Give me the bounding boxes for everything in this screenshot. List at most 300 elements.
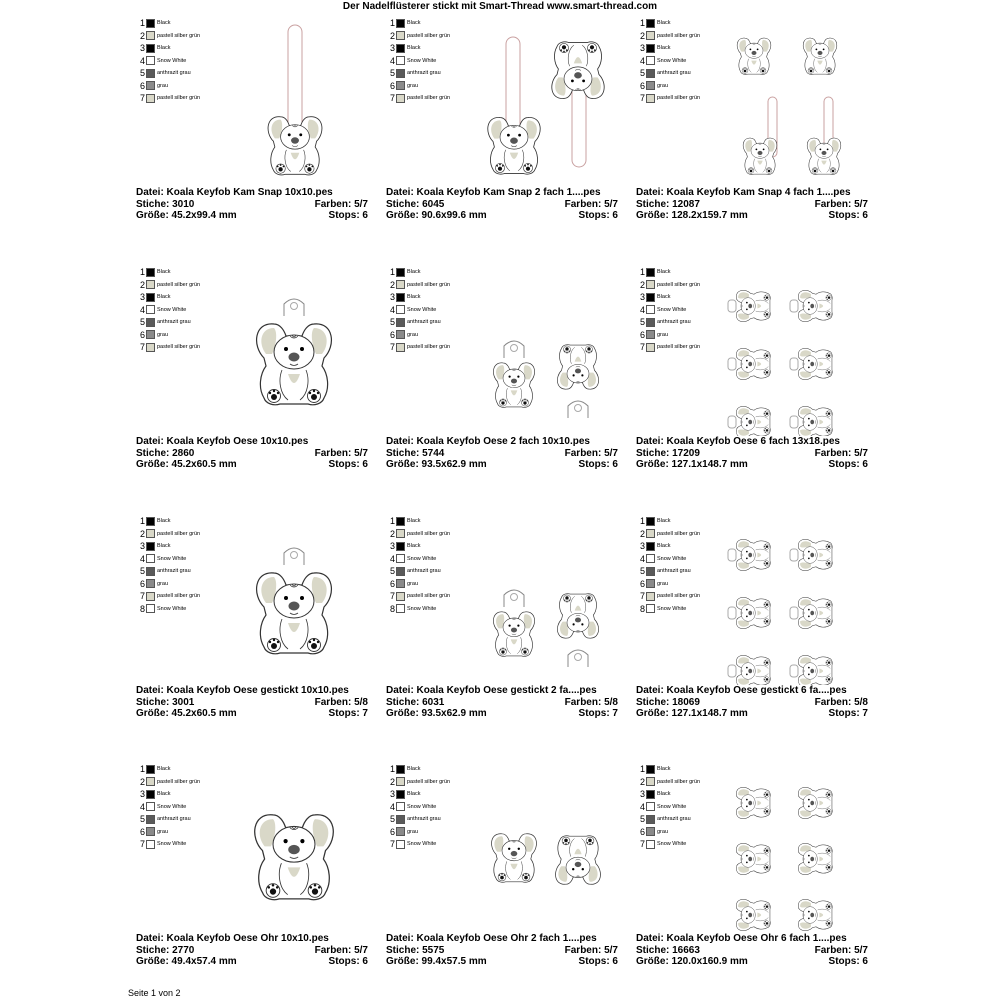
color-swatch <box>396 604 405 613</box>
thread-number: 3 <box>639 292 645 303</box>
color-swatch <box>646 542 655 551</box>
stitch-count: Stiche: 12087 <box>636 198 700 210</box>
design-size: Größe: 93.5x62.9 mm <box>386 459 487 470</box>
thread-legend-row <box>386 603 466 616</box>
thread-number: 4 <box>139 553 145 564</box>
design-info <box>636 933 868 968</box>
thread-legend-row <box>136 603 216 616</box>
stop-count: Stops: 6 <box>578 956 618 967</box>
thread-name: Black <box>407 20 421 27</box>
thread-number: 7 <box>139 839 145 850</box>
thread-name: pastell silber grün <box>657 281 701 288</box>
thread-legend <box>136 763 216 851</box>
thread-legend-row <box>136 304 216 317</box>
color-swatch <box>646 802 655 811</box>
color-swatch <box>146 94 155 103</box>
thread-legend-row <box>386 67 466 80</box>
thread-name: Black <box>657 543 671 550</box>
file-name: Datei: Koala Keyfob Oese 2 fach 10x10.pes <box>386 436 590 447</box>
stop-count: Stops: 6 <box>328 210 368 221</box>
thread-legend-row <box>136 515 216 528</box>
thread-number: 4 <box>389 553 395 564</box>
color-swatch <box>146 318 155 327</box>
thread-legend-row <box>636 553 716 566</box>
thread-number: 5 <box>639 68 645 79</box>
color-swatch <box>396 44 405 53</box>
thread-legend-row <box>636 838 716 851</box>
thread-number: 1 <box>389 516 395 527</box>
thread-legend-row <box>636 515 716 528</box>
thread-number: 2 <box>139 279 145 290</box>
design-card <box>636 763 868 978</box>
thread-name: Black <box>657 269 671 276</box>
thread-number: 2 <box>389 776 395 787</box>
design-info <box>386 933 618 968</box>
thread-number: 6 <box>639 578 645 589</box>
color-swatch <box>646 94 655 103</box>
thread-number: 6 <box>389 329 395 340</box>
thread-number: 1 <box>639 764 645 775</box>
thread-name: pastell silber grün <box>157 281 201 288</box>
thread-legend-row <box>136 528 216 541</box>
color-swatch <box>396 554 405 563</box>
thread-name: pastell silber grün <box>157 95 201 102</box>
thread-legend <box>386 17 466 105</box>
color-swatch <box>146 31 155 40</box>
color-swatch <box>396 293 405 302</box>
color-swatch <box>396 777 405 786</box>
thread-number: 7 <box>639 839 645 850</box>
color-swatch <box>146 840 155 849</box>
color-swatch <box>646 19 655 28</box>
stitch-count: Stiche: 18069 <box>636 696 700 708</box>
thread-name: Black <box>657 294 671 301</box>
thread-number: 8 <box>389 603 395 614</box>
design-card <box>636 17 868 232</box>
color-swatch <box>146 777 155 786</box>
design-size: Größe: 128.2x159.7 mm <box>636 210 748 221</box>
thread-name: anthrazit grau <box>407 319 441 326</box>
color-swatch <box>396 19 405 28</box>
thread-number: 3 <box>639 541 645 552</box>
thread-legend-row <box>136 578 216 591</box>
thread-legend-row <box>136 838 216 851</box>
embroidery-preview <box>216 515 368 700</box>
color-swatch <box>146 802 155 811</box>
thread-number: 5 <box>139 814 145 825</box>
thread-name: grau <box>407 828 419 835</box>
thread-number: 3 <box>389 43 395 54</box>
color-count: Farben: 5/7 <box>564 447 618 459</box>
thread-name: pastell silber grün <box>407 95 451 102</box>
thread-legend-row <box>386 590 466 603</box>
thread-name: Snow White <box>157 57 187 64</box>
color-swatch <box>396 318 405 327</box>
thread-name: pastell silber grün <box>407 530 451 537</box>
thread-number: 4 <box>139 801 145 812</box>
color-swatch <box>396 567 405 576</box>
stop-count: Stops: 6 <box>328 459 368 470</box>
embroidery-preview <box>716 17 868 202</box>
thread-number: 3 <box>389 789 395 800</box>
thread-name: pastell silber grün <box>407 281 451 288</box>
thread-name: anthrazit grau <box>407 70 441 77</box>
thread-number: 1 <box>639 267 645 278</box>
color-swatch <box>396 765 405 774</box>
color-swatch <box>646 765 655 774</box>
thread-name: Snow White <box>657 605 687 612</box>
thread-number: 4 <box>639 304 645 315</box>
thread-number: 1 <box>139 267 145 278</box>
thread-number: 4 <box>639 801 645 812</box>
embroidery-preview <box>216 266 368 451</box>
thread-name: pastell silber grün <box>157 593 201 600</box>
color-swatch <box>146 330 155 339</box>
thread-number: 4 <box>389 55 395 66</box>
color-count: Farben: 5/7 <box>564 198 618 210</box>
thread-legend-row <box>636 17 716 30</box>
design-size: Größe: 120.0x160.9 mm <box>636 956 748 967</box>
thread-name: pastell silber grün <box>407 344 451 351</box>
thread-number: 4 <box>639 553 645 564</box>
thread-legend <box>636 763 716 851</box>
design-size: Größe: 127.1x148.7 mm <box>636 708 748 719</box>
thread-legend-row <box>636 565 716 578</box>
thread-legend-row <box>386 801 466 814</box>
thread-legend-row <box>136 341 216 354</box>
thread-number: 7 <box>639 93 645 104</box>
thread-name: Snow White <box>657 841 687 848</box>
design-size: Größe: 90.6x99.6 mm <box>386 210 487 221</box>
color-swatch <box>396 840 405 849</box>
thread-number: 3 <box>139 292 145 303</box>
thread-number: 3 <box>139 541 145 552</box>
thread-name: Black <box>157 20 171 27</box>
embroidery-preview <box>216 763 368 948</box>
thread-number: 1 <box>639 516 645 527</box>
thread-number: 7 <box>389 93 395 104</box>
thread-number: 7 <box>389 591 395 602</box>
file-name: Datei: Koala Keyfob Oese Ohr 2 fach 1....pes <box>386 933 597 944</box>
thread-name: Snow White <box>407 841 437 848</box>
thread-legend <box>136 515 216 615</box>
thread-legend-row <box>636 341 716 354</box>
thread-name: pastell silber grün <box>157 344 201 351</box>
thread-legend-row <box>136 801 216 814</box>
color-swatch <box>396 579 405 588</box>
thread-name: grau <box>157 828 169 835</box>
stop-count: Stops: 7 <box>828 708 868 719</box>
embroidery-preview <box>466 763 618 948</box>
thread-name: pastell silber grün <box>657 778 701 785</box>
color-count: Farben: 5/7 <box>814 198 868 210</box>
thread-number: 4 <box>389 801 395 812</box>
thread-name: Black <box>407 543 421 550</box>
thread-name: Black <box>407 45 421 52</box>
thread-number: 1 <box>639 18 645 29</box>
thread-number: 5 <box>139 68 145 79</box>
thread-legend-row <box>636 540 716 553</box>
thread-name: Snow White <box>657 57 687 64</box>
thread-number: 1 <box>389 267 395 278</box>
thread-legend-row <box>386 826 466 839</box>
design-size: Größe: 93.5x62.9 mm <box>386 708 487 719</box>
color-swatch <box>646 592 655 601</box>
color-swatch <box>646 44 655 53</box>
thread-number: 3 <box>139 789 145 800</box>
thread-name: Snow White <box>157 555 187 562</box>
color-swatch <box>146 293 155 302</box>
color-swatch <box>396 31 405 40</box>
thread-legend-row <box>636 528 716 541</box>
color-swatch <box>396 542 405 551</box>
color-swatch <box>146 827 155 836</box>
thread-legend-row <box>386 515 466 528</box>
thread-number: 2 <box>389 30 395 41</box>
thread-legend-row <box>386 80 466 93</box>
thread-legend-row <box>636 30 716 43</box>
thread-name: pastell silber grün <box>657 593 701 600</box>
thread-legend-row <box>136 553 216 566</box>
design-card <box>386 515 618 730</box>
thread-name: pastell silber grün <box>657 95 701 102</box>
thread-name: grau <box>157 331 169 338</box>
thread-name: Snow White <box>657 555 687 562</box>
color-swatch <box>646 529 655 538</box>
thread-legend-row <box>636 788 716 801</box>
thread-number: 6 <box>639 80 645 91</box>
design-info <box>136 933 368 968</box>
color-swatch <box>646 318 655 327</box>
thread-name: anthrazit grau <box>657 568 691 575</box>
thread-legend-row <box>636 801 716 814</box>
thread-number: 4 <box>639 55 645 66</box>
design-info <box>636 685 868 720</box>
thread-legend-row <box>136 279 216 292</box>
thread-legend-row <box>386 329 466 342</box>
thread-name: anthrazit grau <box>657 70 691 77</box>
thread-number: 2 <box>639 30 645 41</box>
thread-name: Black <box>657 791 671 798</box>
thread-number: 5 <box>139 317 145 328</box>
file-name: Datei: Koala Keyfob Oese gestickt 2 fa....pes <box>386 685 597 696</box>
stop-count: Stops: 6 <box>828 459 868 470</box>
thread-number: 5 <box>389 814 395 825</box>
thread-name: Black <box>157 791 171 798</box>
color-swatch <box>646 343 655 352</box>
file-name: Datei: Koala Keyfob Oese 6 fach 13x18.pes <box>636 436 840 447</box>
thread-name: anthrazit grau <box>407 816 441 823</box>
color-swatch <box>146 19 155 28</box>
thread-name: Black <box>157 269 171 276</box>
thread-name: Black <box>657 45 671 52</box>
thread-legend-row <box>636 42 716 55</box>
color-swatch <box>396 56 405 65</box>
thread-legend-row <box>636 329 716 342</box>
embroidery-preview <box>716 266 868 451</box>
color-swatch <box>146 268 155 277</box>
thread-name: Black <box>407 518 421 525</box>
thread-name: grau <box>407 580 419 587</box>
design-card <box>386 763 618 978</box>
thread-name: Snow White <box>407 57 437 64</box>
color-count: Farben: 5/8 <box>314 696 368 708</box>
thread-legend-row <box>636 590 716 603</box>
design-card <box>136 266 368 481</box>
thread-legend <box>636 515 716 615</box>
color-swatch <box>646 777 655 786</box>
thread-name: Snow White <box>657 803 687 810</box>
thread-name: Black <box>657 20 671 27</box>
thread-name: Black <box>157 294 171 301</box>
thread-name: Black <box>407 294 421 301</box>
color-swatch <box>646 305 655 314</box>
thread-number: 2 <box>139 528 145 539</box>
thread-name: grau <box>657 580 669 587</box>
color-swatch <box>646 31 655 40</box>
thread-legend-row <box>136 540 216 553</box>
design-info <box>136 436 368 471</box>
color-swatch <box>146 529 155 538</box>
thread-legend <box>386 763 466 851</box>
thread-legend-row <box>636 67 716 80</box>
thread-number: 6 <box>139 578 145 589</box>
thread-name: grau <box>407 82 419 89</box>
color-swatch <box>396 790 405 799</box>
embroidery-preview <box>466 515 618 700</box>
design-size: Größe: 127.1x148.7 mm <box>636 459 748 470</box>
thread-number: 5 <box>639 317 645 328</box>
thread-number: 6 <box>139 329 145 340</box>
thread-legend-row <box>136 80 216 93</box>
thread-name: anthrazit grau <box>407 568 441 575</box>
color-swatch <box>146 280 155 289</box>
color-swatch <box>146 554 155 563</box>
color-swatch <box>646 827 655 836</box>
color-swatch <box>146 790 155 799</box>
thread-name: pastell silber grün <box>657 344 701 351</box>
file-name: Datei: Koala Keyfob Oese gestickt 10x10.pes <box>136 685 349 696</box>
color-swatch <box>396 305 405 314</box>
color-swatch <box>146 56 155 65</box>
thread-number: 7 <box>139 93 145 104</box>
thread-number: 1 <box>139 764 145 775</box>
design-size: Größe: 45.2x99.4 mm <box>136 210 237 221</box>
thread-legend-row <box>636 304 716 317</box>
thread-legend-row <box>386 55 466 68</box>
thread-legend-row <box>136 266 216 279</box>
file-name: Datei: Koala Keyfob Kam Snap 2 fach 1....pes <box>386 187 601 198</box>
thread-number: 3 <box>389 292 395 303</box>
thread-name: grau <box>157 580 169 587</box>
color-count: Farben: 5/7 <box>814 944 868 956</box>
page-footer: Seite 1 von 2 <box>128 988 181 998</box>
thread-legend-row <box>386 838 466 851</box>
thread-legend-row <box>386 291 466 304</box>
color-swatch <box>396 343 405 352</box>
design-card <box>136 515 368 730</box>
thread-legend-row <box>136 826 216 839</box>
color-swatch <box>396 94 405 103</box>
design-card <box>636 515 868 730</box>
thread-name: anthrazit grau <box>157 70 191 77</box>
thread-legend-row <box>386 540 466 553</box>
thread-legend-row <box>636 92 716 105</box>
color-swatch <box>146 305 155 314</box>
thread-name: Snow White <box>407 555 437 562</box>
color-swatch <box>146 517 155 526</box>
thread-name: Black <box>157 766 171 773</box>
design-info <box>386 436 618 471</box>
thread-legend-row <box>386 553 466 566</box>
thread-legend-row <box>636 776 716 789</box>
thread-number: 7 <box>139 591 145 602</box>
thread-legend <box>636 266 716 354</box>
thread-name: Snow White <box>157 306 187 313</box>
thread-number: 6 <box>389 578 395 589</box>
thread-legend-row <box>386 17 466 30</box>
thread-legend-row <box>136 565 216 578</box>
thread-number: 6 <box>139 826 145 837</box>
thread-name: Snow White <box>407 803 437 810</box>
thread-legend-row <box>136 55 216 68</box>
thread-legend-row <box>386 341 466 354</box>
thread-number: 1 <box>139 516 145 527</box>
thread-number: 5 <box>389 317 395 328</box>
thread-legend-row <box>636 826 716 839</box>
color-swatch <box>646 567 655 576</box>
color-swatch <box>646 554 655 563</box>
thread-name: Black <box>157 518 171 525</box>
color-swatch <box>396 330 405 339</box>
embroidery-preview <box>466 17 618 202</box>
color-swatch <box>646 280 655 289</box>
thread-name: Black <box>157 543 171 550</box>
thread-legend-row <box>636 291 716 304</box>
embroidery-preview <box>216 17 368 202</box>
thread-legend-row <box>636 763 716 776</box>
thread-number: 7 <box>639 591 645 602</box>
thread-legend-row <box>136 763 216 776</box>
color-swatch <box>646 517 655 526</box>
stitch-count: Stiche: 16663 <box>636 944 700 956</box>
color-swatch <box>146 44 155 53</box>
page-header: Der Nadelflüsterer stickt mit Smart-Thread www.smart-thread.com <box>342 1 658 12</box>
stitch-count: Stiche: 17209 <box>636 447 700 459</box>
file-name: Datei: Koala Keyfob Kam Snap 10x10.pes <box>136 187 333 198</box>
stitch-count: Stiche: 6031 <box>386 696 445 708</box>
stitch-count: Stiche: 5575 <box>386 944 445 956</box>
color-swatch <box>146 579 155 588</box>
thread-legend-row <box>136 590 216 603</box>
stitch-count: Stiche: 6045 <box>386 198 445 210</box>
color-swatch <box>146 81 155 90</box>
design-size: Größe: 49.4x57.4 mm <box>136 956 237 967</box>
thread-name: pastell silber grün <box>407 778 451 785</box>
color-count: Farben: 5/7 <box>814 447 868 459</box>
thread-legend-row <box>136 67 216 80</box>
color-swatch <box>146 343 155 352</box>
thread-name: pastell silber grün <box>657 32 701 39</box>
thread-legend-row <box>636 80 716 93</box>
thread-name: Black <box>657 518 671 525</box>
color-swatch <box>396 81 405 90</box>
color-swatch <box>146 542 155 551</box>
stop-count: Stops: 6 <box>578 459 618 470</box>
thread-name: grau <box>407 331 419 338</box>
thread-name: grau <box>157 82 169 89</box>
thread-number: 8 <box>639 603 645 614</box>
